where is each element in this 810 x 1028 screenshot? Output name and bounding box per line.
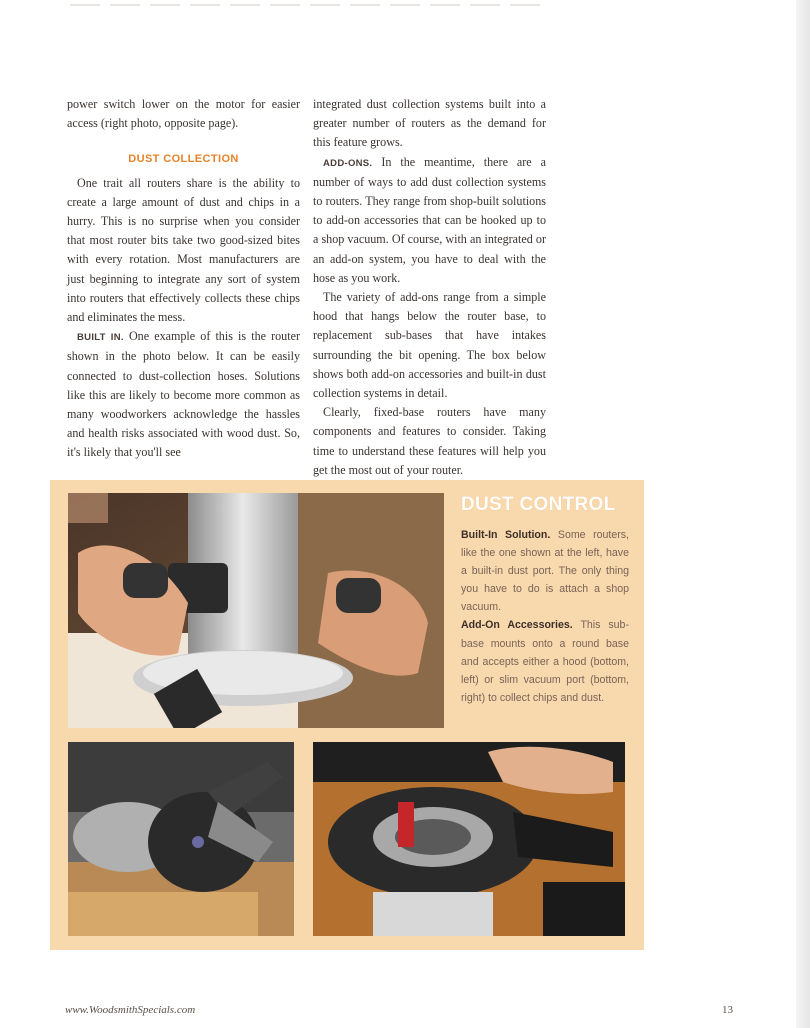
- section-heading: DUST COLLECTION: [128, 153, 239, 166]
- sidebar-text: [461, 526, 629, 707]
- left-column: [67, 95, 300, 463]
- add-on-accessories-item: [461, 616, 629, 706]
- add-on-accessories-text: This sub-base mounts onto a round base and accepts either a hood (bottom, left) or slim vacuum port (bottom, right) to collect chips and dust.: [461, 619, 629, 704]
- right-column: [313, 95, 546, 480]
- built-in-solution-text: Some routers, like the one shown at the left, have a built-in dust port. The only thing you have to do is attach a shop vacuum.: [461, 529, 629, 614]
- add-ons-paragraph: [313, 153, 546, 288]
- page-number: 13: [722, 1004, 733, 1016]
- built-in-solution-title: Built-In Solution.: [461, 529, 551, 541]
- dust-collection-paragraph: One trait all routers share is the ability to create a large amount of dust and chips in a hurry. This is no surprise when you consider that most router bits take two good-sized bites with every rotation. Most manufacturers are just beginning to integrate any sort of system into routers that effectively collects these chips and eliminates the mess.: [67, 175, 300, 325]
- add-on-accessories-title: Add-On Accessories.: [461, 619, 573, 632]
- built-in-runin: BUILT IN.: [77, 332, 124, 344]
- page-edge: [796, 0, 810, 1028]
- continuation-paragraph: integrated dust collection systems built into a greater number of routers as the demand for this feature grows.: [313, 97, 546, 150]
- built-in-text: One example of this is the router shown in the photo below. It can be easily connected to dust-collection hoses. Solutions like this are likely to become more common as many woodworkers acknowledge the hassles and health risks associated with wood dust. So, it's likely that you'll see: [67, 329, 300, 460]
- add-ons-text: In the meantime, there are a number of ways to add dust collection systems to routers. They range from shop-built solutions to add-on accessories that can be hooked up to a shop vacuum. Of course, with an integrated or an add-on system, you have to deal with the hose as you work.: [313, 154, 546, 285]
- variety-paragraph: The variety of add-ons range from a simple hood that hangs below the router base, to replacement sub-bases that have intakes surrounding the bit opening. The box below shows both add-on accessories and built-in dust collection systems in detail.: [313, 290, 546, 401]
- sidebar-title: DUST CONTROL: [461, 494, 616, 515]
- built-in-paragraph: [67, 327, 300, 462]
- built-in-solution-item: [461, 526, 629, 616]
- top-rule: [70, 4, 550, 6]
- intro-paragraph: power switch lower on the motor for easier access (right photo, opposite page).: [67, 97, 300, 131]
- sub-base-vacuum-port-photo: [313, 742, 625, 936]
- add-ons-runin: ADD-ONS.: [323, 157, 373, 169]
- router-dust-hood-photo: [68, 742, 294, 936]
- footer-url: www.WoodsmithSpecials.com: [65, 1004, 196, 1016]
- router-built-in-port-photo: [68, 493, 444, 728]
- conclusion-paragraph: Clearly, fixed-base routers have many components and features to consider. Taking time to understand these features will help you get the most out of your router.: [313, 405, 546, 477]
